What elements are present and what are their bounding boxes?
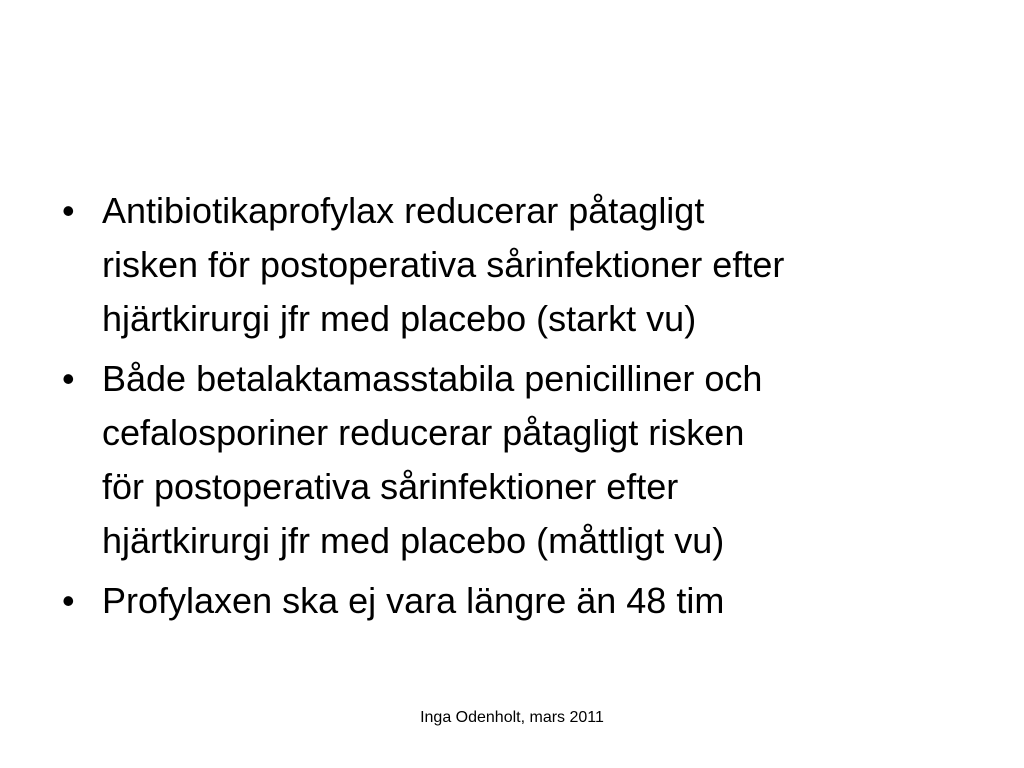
bullet-2-line-2: cefalosporiner reducerar påtagligt risken: [102, 412, 745, 453]
bullet-2-line-4: hjärtkirurgi jfr med placebo (måttligt vu): [102, 520, 725, 561]
bullet-item-2: [58, 352, 988, 568]
bullet-2-line-3: för postoperativa sårinfektioner efter: [102, 466, 679, 507]
bullet-1-line-2: risken för postoperativa sårinfektioner efter: [102, 244, 785, 285]
bullet-icon: •: [62, 190, 75, 231]
bullet-list: [58, 184, 988, 634]
bullet-icon: •: [62, 358, 75, 399]
bullet-icon: •: [62, 580, 75, 621]
bullet-1-line-1: Antibiotikaprofylax reducerar påtagligt: [102, 190, 705, 231]
bullet-3-line-1: Profylaxen ska ej vara längre än 48 tim: [102, 580, 725, 621]
bullet-2-line-1: Både betalaktamasstabila penicilliner och: [102, 358, 763, 399]
bullet-item-1: [58, 184, 988, 346]
bullet-1-line-3: hjärtkirurgi jfr med placebo (starkt vu): [102, 298, 697, 339]
slide-footer: Inga Odenholt, mars 2011: [420, 709, 604, 726]
bullet-item-3: [58, 574, 988, 628]
